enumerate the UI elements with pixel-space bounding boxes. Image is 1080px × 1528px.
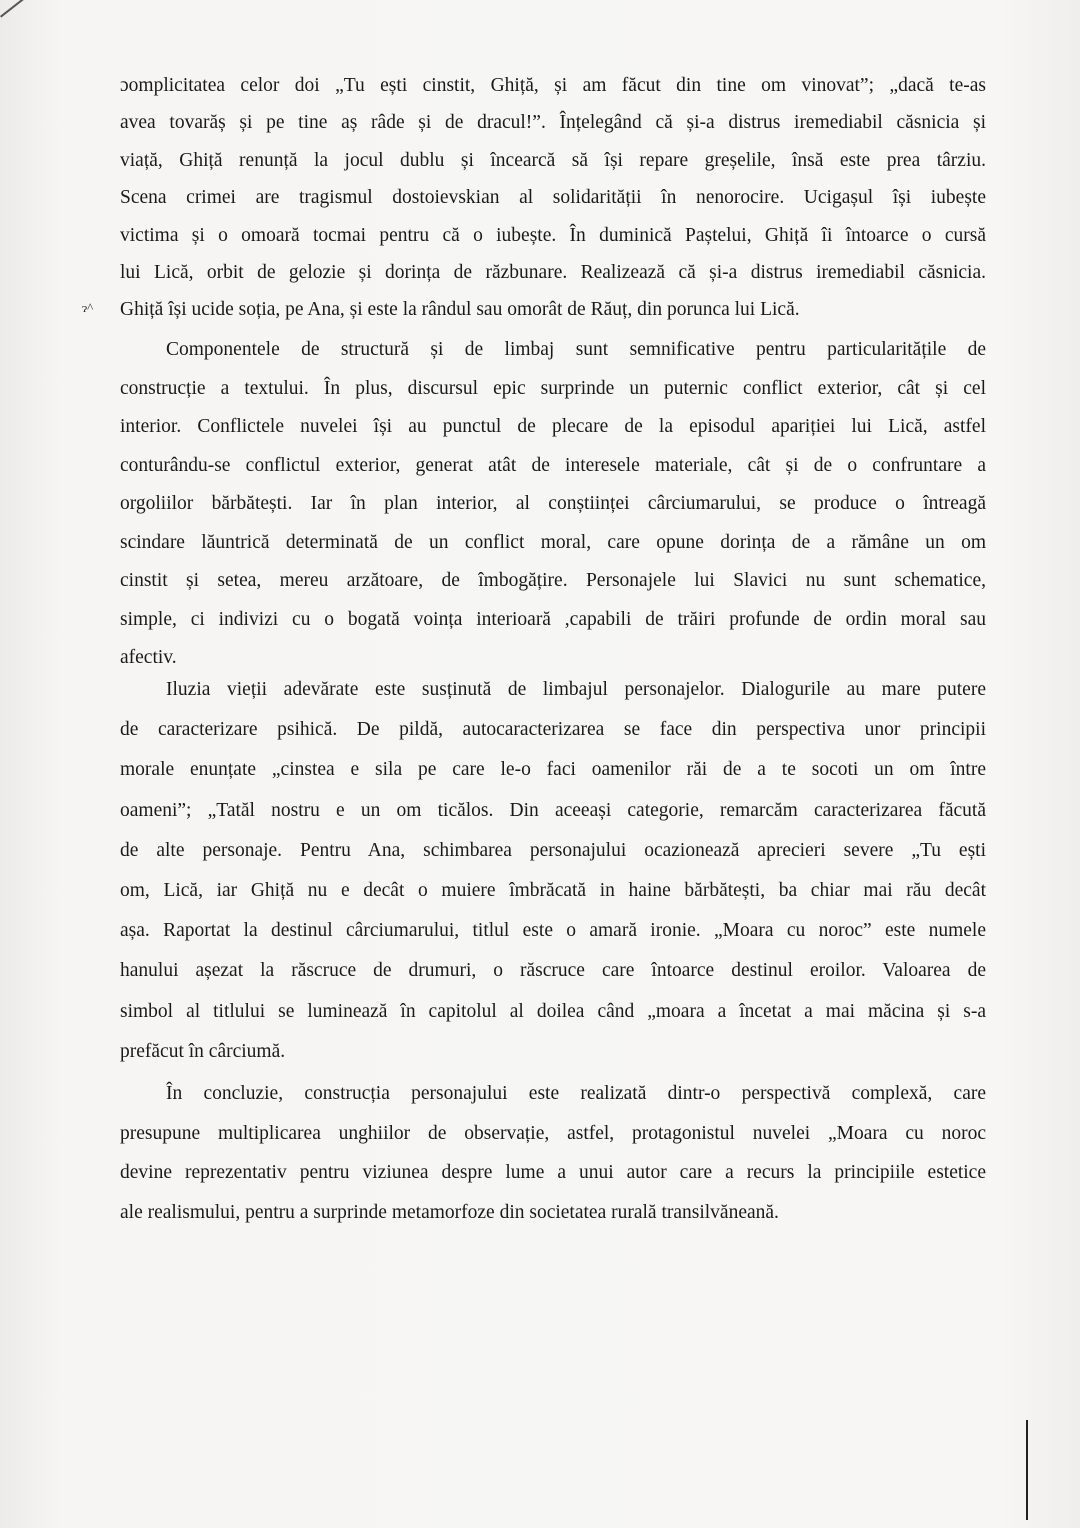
paragraph-3 (120, 670, 986, 1072)
text-line: devine reprezentativ pentru viziunea despre lume a unui autor care a recurs la principiile estetice (120, 1162, 986, 1184)
paragraph-4 (120, 1074, 986, 1233)
text-line: viață, Ghiță renunță la jocul dublu și încearcă să își repare greșelile, însă este prea târziu. (120, 149, 986, 171)
scan-edge-line (1026, 1420, 1028, 1520)
text-line: prefăcut în cârciumă. (120, 1040, 286, 1062)
text-line: cinstit și setea, mereu arzătoare, de îmbogățire. Personajele lui Slavici nu sunt schematice, (120, 570, 986, 591)
text-line: construcție a textului. În plus, discursul epic surprinde un puternic conflict exterior, cât și cel (120, 377, 986, 399)
text-line: oameni”; „Tatăl nostru e un om ticălos. Din aceeași categorie, remarcăm caracterizarea făcută (120, 799, 986, 821)
text-line: simple, ci indivizi cu o bogată voința interioară ,capabili de trăiri profunde de ordin moral sau (120, 608, 986, 630)
text-line: Componentele de structură și de limbaj sunt semnificative pentru particularitățile de (166, 339, 986, 360)
text-line: lui Lică, orbit de gelozie și dorința de răzbunare. Realizează că și-a distrus iremediabil căsnicia. (120, 261, 986, 283)
text-line: scindare lăuntrică determinată de un conflict moral, care opune dorința de a rămâne un om (120, 531, 986, 553)
text-line: afectiv. (120, 647, 177, 668)
text-line: așa. Raportat la destinul cârciumarului, titlul este o amară ironie. „Moara cu noroc” este numele (120, 920, 986, 942)
text-line: om, Lică, iar Ghiță nu e decât o muiere îmbrăcată in haine bărbătești, ba chiar mai rău decât (120, 879, 986, 901)
text-line: morale enunțate „cinstea e sila pe care le-o faci oamenilor răi de a te socoti un om între (120, 759, 986, 781)
text-line: hanului așezat la răscruce de drumuri, o răscruce care întoarce destinul eroilor. Valoarea de (120, 960, 986, 982)
text-line: În concluzie, construcția personajului este realizată dintr-o perspectivă complexă, care (166, 1083, 986, 1104)
text-line: orgoliilor bărbătești. Iar în plan interior, al conștiinței cârciumarului, se produce o întreagă (120, 493, 986, 514)
text-line: ale realismului, pentru a surprinde metamorfoze din societatea rurală transilvăneană. (120, 1202, 779, 1224)
text-line: Iluzia vieții adevărate este susținută de limbajul personajelor. Dialogurile au mare putere (166, 679, 986, 700)
corner-pen-mark (0, 0, 33, 18)
text-line: Ghiță își ucide soția, pe Ana, și este la rândul sau omorât de Răuț, din porunca lui Lică. (120, 299, 800, 321)
text-line: Scena crimei are tragismul dostoievskian al solidarității în nenorocire. Ucigașul își iubește (120, 187, 986, 209)
text-line: de caracterizare psihică. De pildă, autocaracterizarea se face din perspectiva unor principii (120, 719, 986, 741)
text-line: avea tovarăș și pe tine aș râde și de dracul!”. Înțelegând că și-a distrus iremediabil căsnicia și (120, 112, 986, 134)
text-line: victima și o omoară tocmai pentru că o iubește. În duminică Paștelui, Ghiță îi întoarce o cursă (120, 224, 986, 246)
text-line: simbol al titlului se luminează în capitolul al doilea când „moara a încetat a mai măcina și s-a (120, 1000, 986, 1022)
text-line: conturându-se conflictul exterior, generat atât de interesele materiale, cât și de o confruntare a (120, 454, 986, 476)
handwritten-margin-note: ɂ^ (82, 300, 94, 315)
text-line: de alte personaje. Pentru Ana, schimbarea personajului ocazionează aprecieri severe „Tu ești (120, 839, 986, 861)
text-line: ɔomplicitatea celor doi „Tu ești cinstit, Ghiță, și am făcut din tine om vinovat”; „dacă te-as (120, 75, 986, 96)
text-line: presupune multiplicarea unghiilor de observație, astfel, protagonistul nuvelei „Moara cu noroc (120, 1122, 986, 1144)
text-line: interior. Conflictele nuvelei își au punctul de plecare de la episodul apariției lui Lică, astfel (120, 416, 986, 437)
paragraph-1 (120, 67, 986, 329)
paragraph-2 (120, 331, 986, 678)
